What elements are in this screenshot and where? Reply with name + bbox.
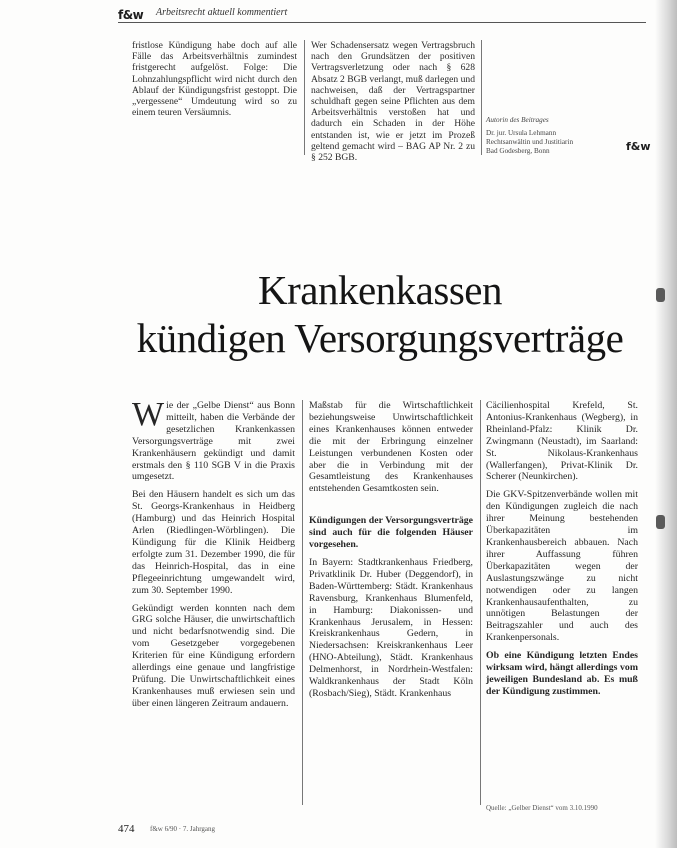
top-column-2 bbox=[311, 40, 475, 163]
article-col3-p2: Die GKV-Spitzenverbände wollen mit den Kündigungen zugleich die nach ihrer Meinung bestehenden Überkapazitäten im Krankenhausbereich abbauen. Nach ihrer Auffassung führen Überkapazitäten wegen der Auslastungszwänge zu nicht notwendigen oder zu langen Krankenhausaufenthalten, zu unnötigen Belastungen der Beitragszahler und auch des Krankenpersonals. bbox=[486, 489, 638, 644]
author-line-2: Rechtsanwältin und Justitiarin bbox=[486, 138, 574, 146]
column-divider bbox=[304, 40, 305, 155]
page-number: 474 bbox=[118, 823, 135, 835]
header-rule bbox=[118, 22, 646, 23]
title-line-1: Krankenkassen bbox=[258, 267, 502, 313]
header-title: Arbeitsrecht aktuell kommentiert bbox=[156, 7, 288, 18]
top-col1-text: fristlose Kündigung habe doch auf alle Fälle das Arbeitsverhältnis zumindest fristgerecht aufgelöst. Folge: Die Lohnzahlungspflicht wird nicht durch den Ablauf der Kündigungsfrist gestoppt. Die „vergessene“ Umdeutung wird so zu einem teuren Versäumnis. bbox=[132, 40, 297, 119]
column-divider bbox=[481, 40, 482, 155]
column-divider bbox=[302, 400, 303, 805]
article-col1-p1: ie der „Gelbe Dienst“ aus Bonn mitteilt, haben die Verbände der gesetzlichen Krankenkassen Versorgungsverträge mit zwei Krankenhäusern gekündigt und damit erstmals den § 110 SGB V in die Praxis umgesetzt. bbox=[132, 400, 295, 483]
article-col2-p1: Maßstab für die Wirtschaftlichkeit beziehungsweise Unwirtschaftlichkeit eines Krankenhauses können entweder die mit der Erbringung einzelner Leistungen verbundenen Kosten oder aber die in Verbindung mit der Gesamtleistung des Krankenhauses entstehenden Gesamtkosten sein. bbox=[309, 400, 473, 495]
end-mark-logo: f&w bbox=[626, 140, 651, 153]
binder-hole-marker bbox=[656, 515, 665, 529]
article-col2-bold: Kündigungen der Versorgungsverträge sind auch für die folgenden Häuser vorgesehen. bbox=[309, 515, 473, 551]
column-divider bbox=[480, 400, 481, 805]
title-line-2: kündigen Versorgungsverträge bbox=[136, 315, 624, 361]
article-paragraph bbox=[132, 396, 295, 483]
article-title bbox=[100, 266, 660, 362]
top-column-1 bbox=[132, 40, 297, 118]
author-box bbox=[486, 116, 636, 156]
drop-cap: W bbox=[132, 396, 165, 433]
binder-hole-marker bbox=[656, 288, 665, 302]
author-line-1: Dr. jur. Ursula Lehmann bbox=[486, 129, 557, 137]
page-edge-shadow bbox=[655, 0, 677, 848]
footer-source: f&w 6/90 · 7. Jahrgang bbox=[150, 825, 215, 833]
article-col2-list: In Bayern: Stadtkrankenhaus Friedberg, Privatklinik Dr. Huber (Deggendorf), in Baden-Württemberg: Städt. Krankenhaus Ravensburg, Krankenhaus Blumenfeld, in Hamburg: Diakonissen- und Krankenhaus Jerusalem, in Hessen: Kreiskrankenhaus Gedern, in Niedersachsen: Kreiskrankenhaus Leer (HNO-Abteilung), Städt. Krankenhaus Delmenhorst, in Nordrhein-Westfalen: Waldkrankenhaus der Stadt Köln (Rosbach/Sieg), Städt. Krankenhaus bbox=[309, 556, 473, 699]
article-column-3 bbox=[486, 400, 638, 704]
article-col3-p1: Cäcilienhospital Krefeld, St. Antonius-Krankenhaus (Wegberg), in Rheinland-Pfalz: Klinik Dr. Zwingmann (Neustadt), im Saarland: St. Nikolaus-Krankenhaus (Wallerfangen), Privat-Klinik Dr. Scherer (Neunkirchen). bbox=[486, 400, 638, 483]
article-column-2 bbox=[309, 400, 473, 706]
author-label: Autorin des Beitrages bbox=[486, 116, 549, 124]
running-header bbox=[118, 6, 638, 22]
article-col1-p3: Gekündigt werden konnten nach dem GRG solche Häuser, die unwirtschaftlich und nicht bedarfsnotwendig sind. Die vom Gesetzgeber vorgegebenen Kriterien für eine Kündigung erfordern allerdings eine genaue und langfristige Prüfung. Die Unwirtschaftlichkeit eines Krankenhauses muß erwiesen sein und über einen längeren Zeitraum andauern. bbox=[132, 602, 295, 709]
article-column-1 bbox=[132, 396, 295, 716]
article-col3-bold: Ob eine Kündigung letzten Endes wirksam wird, hängt allerdings vom jeweiligen Bundesland ab. Es muß der Kündigung zustimmen. bbox=[486, 650, 638, 697]
top-col2-text: Wer Schadensersatz wegen Vertragsbruch nach den Grundsätzen der positiven Vertragsverletzung oder nach § 628 Absatz 2 BGB verlangt, muß darlegen und nachweisen, daß der Vertragspartner schuldhaft gegen seine Pflichten aus dem Arbeitsverhältnis verstoßen hat und dadurch ein Schaden in der Höhe entstanden ist, wie er jetzt im Prozeß geltend gemacht wird – BAG AP Nr. 2 zu § 252 BGB. bbox=[311, 40, 475, 164]
author-line-3: Bad Godesberg, Bonn bbox=[486, 147, 550, 155]
journal-logo: f&w bbox=[118, 8, 144, 22]
article-col1-p2: Bei den Häusern handelt es sich um das St. Georgs-Krankenhaus in Heidberg (Hamburg) und das Heinrich Hospital Arlen (Riedlingen-Wörblingen). Die Kündigung für die Klinik Heidberg erfolgte zum 31. Dezember 1990, die für das Heinrich-Hospital, das in eine Pflegeeinrichtung umgewandelt wird, zum 30. September 1990. bbox=[132, 489, 295, 596]
source-credit: Quelle: „Gelber Dienst“ vom 3.10.1990 bbox=[486, 804, 598, 812]
